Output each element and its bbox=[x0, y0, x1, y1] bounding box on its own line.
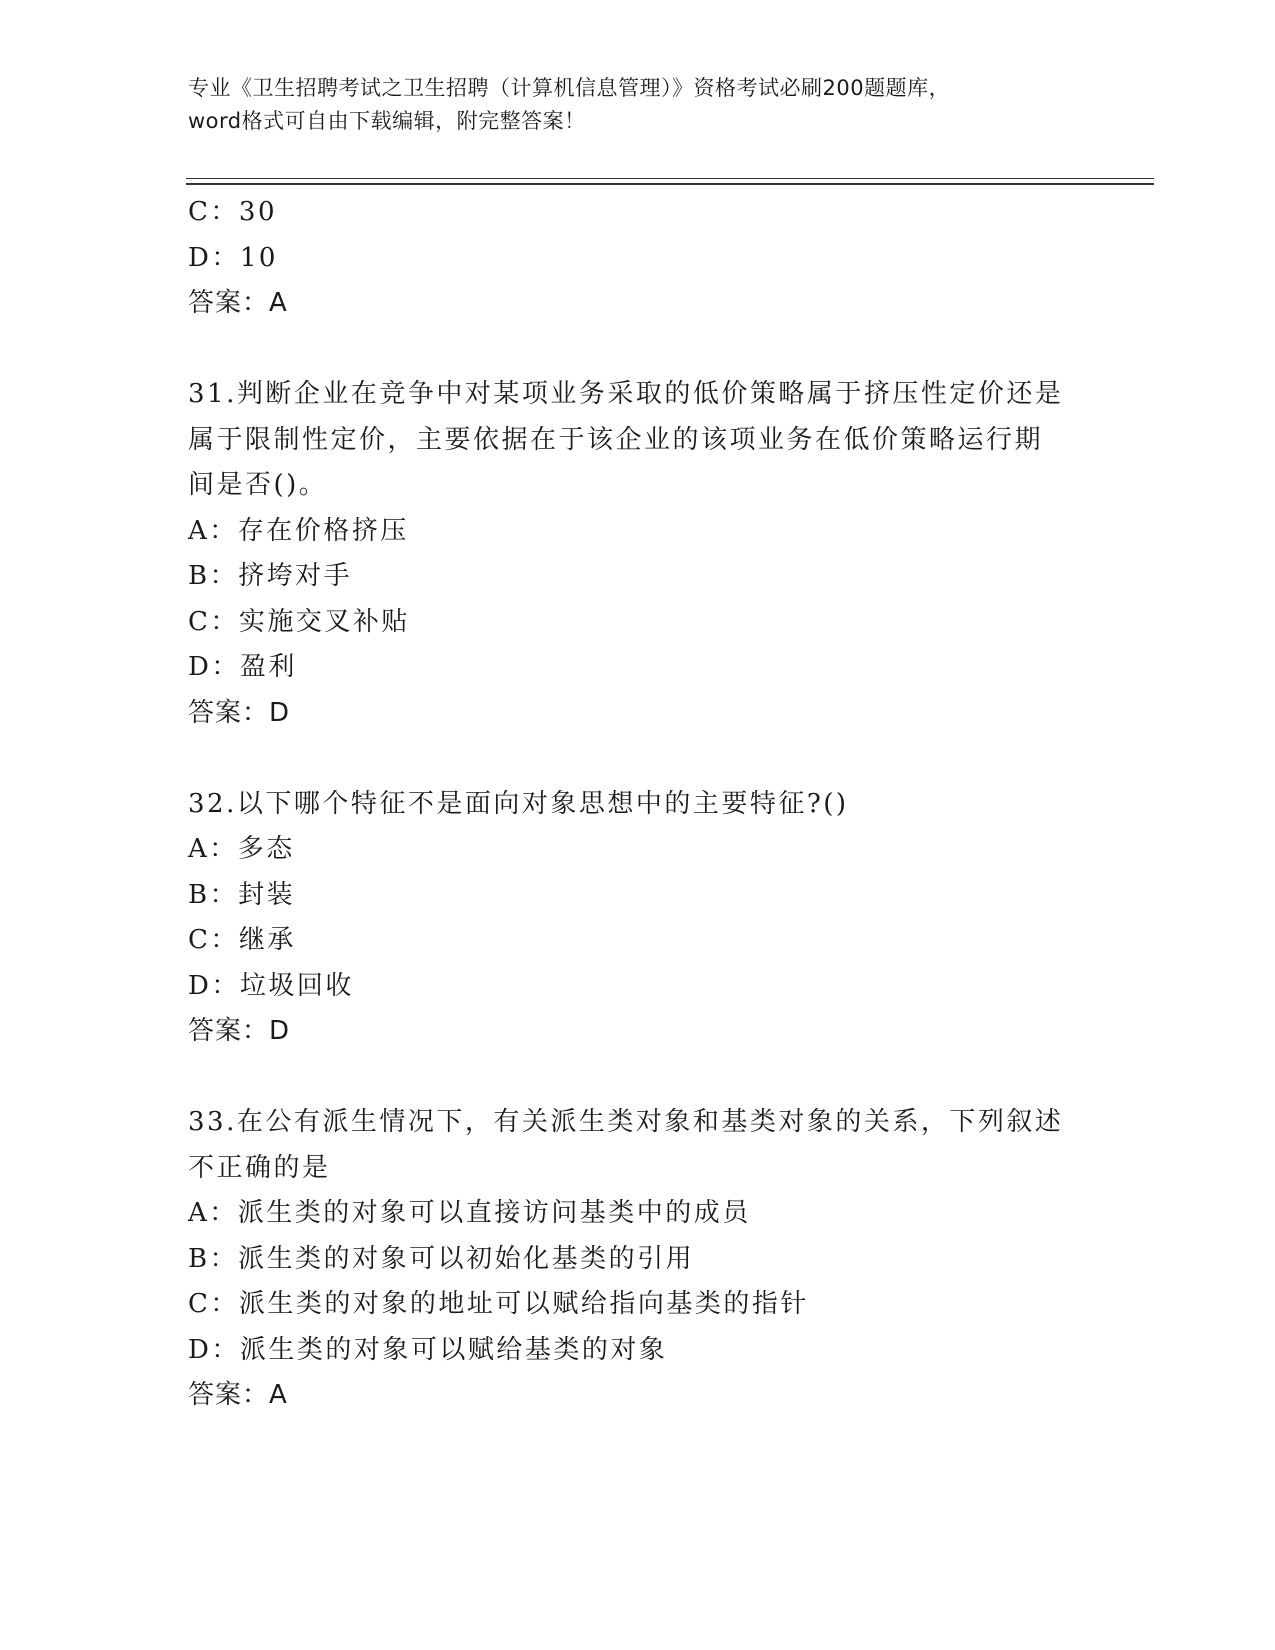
option-a: A：存在价格挤压 bbox=[188, 515, 409, 546]
spacer bbox=[188, 327, 1088, 373]
question-stem: 32.以下哪个特征不是面向对象思想中的主要特征?() bbox=[188, 788, 849, 819]
answer-line: 答案：D bbox=[188, 697, 291, 728]
spacer bbox=[188, 1055, 1088, 1101]
option-a: A：派生类的对象可以直接访问基类中的成员 bbox=[188, 1198, 751, 1228]
option-c: C：实施交叉补贴 bbox=[188, 606, 410, 637]
question-33 bbox=[188, 1100, 1088, 1419]
option-d: D：10 bbox=[188, 242, 278, 273]
question-stem: 31.判断企业在竞争中对某项业务采取的低价策略属于挤压性定价还是 bbox=[188, 379, 1064, 409]
question-stem: 不正确的是 bbox=[188, 1152, 331, 1183]
option-d: D：盈利 bbox=[188, 652, 297, 682]
option-c: C：派生类的对象的地址可以赋给指向基类的指针 bbox=[188, 1289, 809, 1319]
option-c: C：继承 bbox=[188, 925, 296, 955]
option-b: B：挤垮对手 bbox=[188, 561, 353, 591]
option-d: D：派生类的对象可以赋给基类的对象 bbox=[188, 1334, 668, 1365]
answer-line: 答案：A bbox=[188, 1380, 288, 1410]
question-stem: 间是否()。 bbox=[188, 470, 328, 500]
question-stem: 33.在公有派生情况下，有关派生类对象和基类对象的关系，下列叙述 bbox=[188, 1107, 1064, 1137]
question-32 bbox=[188, 782, 1088, 1055]
header-title-line-1: 专业《卫生招聘考试之卫生招聘（计算机信息管理）》资格考试必刷200题题库， bbox=[188, 76, 951, 100]
previous-question-tail bbox=[188, 190, 1088, 327]
answer-line: 答案：A bbox=[188, 288, 288, 318]
option-b: B：封装 bbox=[188, 879, 296, 910]
question-stem: 属于限制性定价，主要依据在于该企业的该项业务在低价策略运行期 bbox=[188, 424, 1044, 455]
option-a: A：多态 bbox=[188, 834, 295, 864]
answer-line: 答案：D bbox=[188, 1016, 291, 1046]
option-d: D：垃圾回收 bbox=[188, 970, 354, 1001]
document-header bbox=[188, 72, 1088, 138]
header-rule-thin bbox=[186, 178, 1154, 179]
header-title-line-2: word格式可自由下载编辑，附完整答案！ bbox=[188, 109, 586, 133]
option-c: C：30 bbox=[188, 197, 277, 227]
option-b: B：派生类的对象可以初始化基类的引用 bbox=[188, 1243, 695, 1274]
spacer bbox=[188, 736, 1088, 782]
header-rule-thick bbox=[186, 183, 1154, 185]
question-list bbox=[188, 190, 1088, 1419]
question-31 bbox=[188, 372, 1088, 736]
